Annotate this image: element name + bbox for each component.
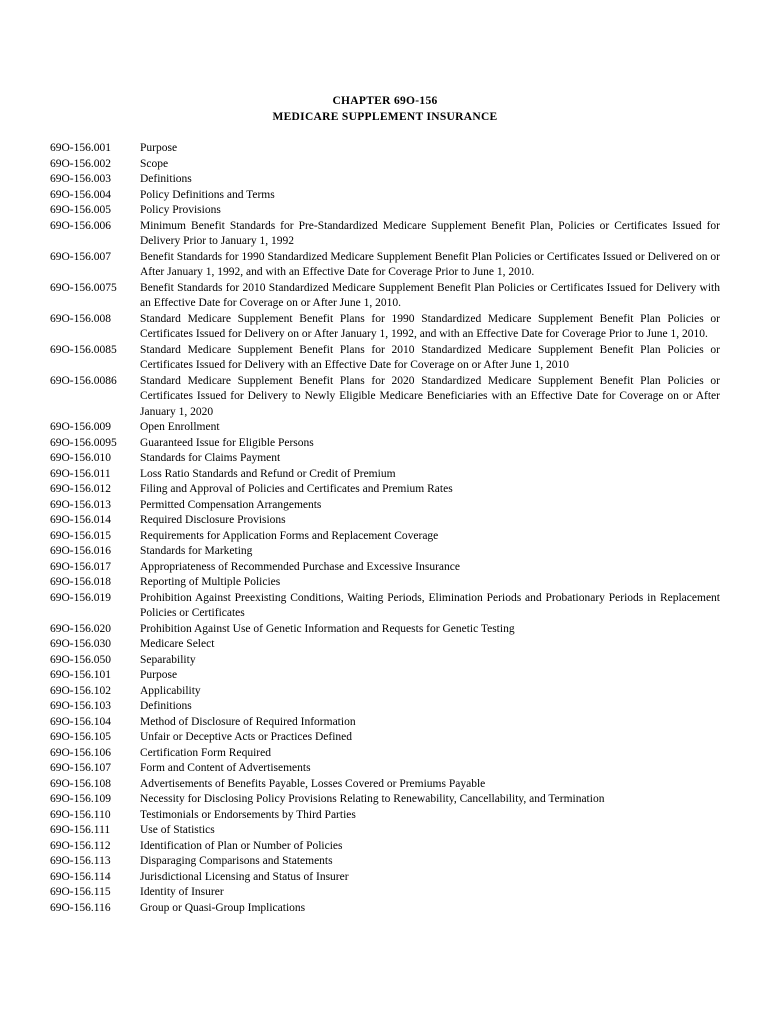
section-number: 69O-156.017: [50, 560, 112, 573]
toc-row: [50, 823, 720, 839]
toc-row: [50, 684, 720, 700]
section-title: Policy Provisions: [140, 204, 221, 216]
section-number: 69O-156.109: [50, 793, 112, 805]
section-number: 69O-156.102: [50, 684, 112, 697]
section-number: 69O-156.107: [50, 762, 112, 774]
toc-row: [50, 544, 720, 560]
section-number: 69O-156.105: [50, 731, 112, 743]
section-number: 69O-156.016: [50, 545, 112, 557]
toc-row: [50, 374, 720, 421]
section-title: Disparaging Comparisons and Statements: [140, 855, 333, 867]
toc-row: [50, 482, 720, 498]
toc-row: [50, 622, 720, 638]
section-title: Unfair or Deceptive Acts or Practices Defined: [140, 731, 353, 743]
toc-row: [50, 668, 720, 684]
toc-row: [50, 854, 720, 870]
section-title: Reporting of Multiple Policies: [140, 576, 281, 588]
toc-row: [50, 529, 720, 545]
section-title: Policy Definitions and Terms: [140, 188, 275, 201]
section-number: 69O-156.108: [50, 777, 112, 790]
toc-row: [50, 250, 720, 281]
toc-row: [50, 219, 720, 250]
section-number: 69O-156.050: [50, 653, 112, 666]
section-number: 69O-156.010: [50, 452, 112, 464]
section-number: 69O-156.101: [50, 669, 112, 681]
section-title: Scope: [140, 157, 169, 170]
section-title: Standard Medicare Supplement Benefit Plans for 2020 Standardized Medicare Supplement Benefit Plan Policies or Certificates Issued for Delivery to Newly Eligible Medicare Beneficiaries with an Effective Date for Coverage on or After January 1, 2020: [140, 374, 720, 418]
section-title: Advertisements of Benefits Payable, Losses Covered or Premiums Payable: [140, 777, 486, 790]
section-number: 69O-156.001: [50, 142, 112, 154]
section-title: Applicability: [140, 684, 201, 697]
section-title: Standard Medicare Supplement Benefit Plans for 2010 Standardized Medicare Supplement Benefit Plan Policies or Certificates Issued for Delivery with an Effective Date for Coverage on or After June 1, 2010: [140, 343, 720, 371]
chapter-title: CHAPTER 69O-156: [332, 95, 438, 107]
section-title: Prohibition Against Use of Genetic Information and Requests for Genetic Testing: [140, 622, 515, 635]
section-title: Minimum Benefit Standards for Pre-Standardized Medicare Supplement Benefit Plan, Policies or Certificates Issued for Delivery Prior to January 1, 1992: [140, 219, 720, 247]
section-title: Standards for Claims Payment: [140, 452, 281, 464]
section-title: Definitions: [140, 700, 192, 712]
toc-row: [50, 761, 720, 777]
toc-row: [50, 172, 720, 188]
section-title: Form and Content of Advertisements: [140, 762, 311, 774]
toc-row: [50, 498, 720, 514]
section-number: 69O-156.020: [50, 622, 112, 635]
toc-row: [50, 808, 720, 824]
section-title: Jurisdictional Licensing and Status of Insurer: [140, 870, 349, 883]
section-number: 69O-156.013: [50, 498, 112, 511]
section-number: 69O-156.110: [50, 808, 111, 821]
section-number: 69O-156.0095: [50, 436, 117, 449]
toc-row: [50, 901, 720, 917]
toc-row: [50, 513, 720, 529]
section-number: 69O-156.011: [50, 467, 111, 480]
section-number: 69O-156.002: [50, 157, 112, 170]
section-number: 69O-156.0075: [50, 281, 117, 294]
section-number: 69O-156.111: [50, 824, 111, 836]
section-title: Definitions: [140, 173, 192, 185]
section-number: 69O-156.005: [50, 204, 112, 216]
section-title: Filing and Approval of Policies and Certificates and Premium Rates: [140, 483, 453, 495]
section-number: 69O-156.114: [50, 870, 111, 883]
section-number: 69O-156.113: [50, 855, 111, 867]
section-number: 69O-156.115: [50, 886, 111, 898]
toc-row: [50, 591, 720, 622]
toc-row: [50, 715, 720, 731]
toc-row: [50, 699, 720, 715]
section-title: Standards for Marketing: [140, 545, 253, 557]
toc-row: [50, 203, 720, 219]
section-number: 69O-156.0085: [50, 343, 117, 356]
section-title: Identity of Insurer: [140, 886, 224, 898]
section-number: 69O-156.012: [50, 483, 112, 495]
section-number: 69O-156.015: [50, 529, 112, 542]
section-number: 69O-156.112: [50, 839, 111, 852]
section-number: 69O-156.003: [50, 173, 112, 185]
toc-row: [50, 436, 720, 452]
section-title: Appropriateness of Recommended Purchase and Excessive Insurance: [140, 560, 460, 573]
toc-row: [50, 157, 720, 173]
toc-row: [50, 839, 720, 855]
section-title: Benefit Standards for 1990 Standardized Medicare Supplement Benefit Plan Policies or Certificates Issued or Delivered on or After January 1, 1992, and with an Effective Date for Coverage Prior to June 1, 2010.: [140, 250, 720, 278]
section-title: Loss Ratio Standards and Refund or Credit of Premium: [140, 467, 396, 480]
section-title: Benefit Standards for 2010 Standardized Medicare Supplement Benefit Plan Policies or Certificates Issued for Delivery with an Effective Date for Coverage on or After June 1, 2010.: [140, 281, 720, 309]
toc-row: [50, 637, 720, 653]
section-title: Prohibition Against Preexisting Conditions, Waiting Periods, Elimination Periods and Probationary Periods in Replacement Policies or Certificates: [140, 591, 720, 619]
section-number: 69O-156.004: [50, 188, 112, 201]
section-title: Purpose: [140, 669, 178, 681]
section-title: Medicare Select: [140, 638, 215, 650]
section-title: Permitted Compensation Arrangements: [140, 498, 322, 511]
toc-row: [50, 560, 720, 576]
section-number: 69O-156.009: [50, 421, 112, 433]
section-title: Identification of Plan or Number of Policies: [140, 839, 343, 852]
toc-row: [50, 467, 720, 483]
section-number: 69O-156.018: [50, 576, 112, 588]
section-number: 69O-156.116: [50, 901, 111, 914]
section-number: 69O-156.019: [50, 591, 112, 604]
section-number: 69O-156.103: [50, 700, 112, 712]
toc-row: [50, 141, 720, 157]
toc-row: [50, 420, 720, 436]
toc-row: [50, 792, 720, 808]
section-title: Group or Quasi-Group Implications: [140, 901, 306, 914]
chapter-subtitle: MEDICARE SUPPLEMENT INSURANCE: [272, 111, 498, 123]
toc-row: [50, 281, 720, 312]
section-title: Standard Medicare Supplement Benefit Plans for 1990 Standardized Medicare Supplement Benefit Plan Policies or Certificates Issued for Delivery on or After January 1, 1992, and with an Effective Date for Coverage Prior to June 1, 2010.: [140, 312, 720, 340]
section-title: Open Enrollment: [140, 421, 220, 433]
toc-row: [50, 188, 720, 204]
section-number: 69O-156.106: [50, 746, 112, 759]
toc-row: [50, 575, 720, 591]
section-title: Purpose: [140, 142, 178, 154]
toc-row: [50, 451, 720, 467]
section-number: 69O-156.0086: [50, 374, 117, 387]
toc-row: [50, 777, 720, 793]
section-number: 69O-156.008: [50, 312, 112, 325]
section-title: Certification Form Required: [140, 746, 271, 759]
section-number: 69O-156.014: [50, 514, 112, 526]
toc-row: [50, 885, 720, 901]
section-title: Use of Statistics: [140, 824, 215, 836]
section-number: 69O-156.104: [50, 715, 112, 728]
toc-row: [50, 746, 720, 762]
table-of-contents: [50, 141, 720, 916]
section-number: 69O-156.007: [50, 250, 112, 263]
section-title: Required Disclosure Provisions: [140, 514, 286, 526]
section-title: Method of Disclosure of Required Information: [140, 715, 356, 728]
section-title: Guaranteed Issue for Eligible Persons: [140, 436, 314, 449]
section-number: 69O-156.030: [50, 638, 112, 650]
toc-row: [50, 312, 720, 343]
toc-row: [50, 343, 720, 374]
toc-row: [50, 653, 720, 669]
section-title: Separability: [140, 653, 196, 666]
toc-row: [50, 730, 720, 746]
toc-row: [50, 870, 720, 886]
section-title: Testimonials or Endorsements by Third Parties: [140, 808, 356, 821]
section-title: Necessity for Disclosing Policy Provisions Relating to Renewability, Cancellability, and Termination: [140, 793, 605, 805]
section-number: 69O-156.006: [50, 219, 112, 232]
section-title: Requirements for Application Forms and Replacement Coverage: [140, 529, 439, 542]
